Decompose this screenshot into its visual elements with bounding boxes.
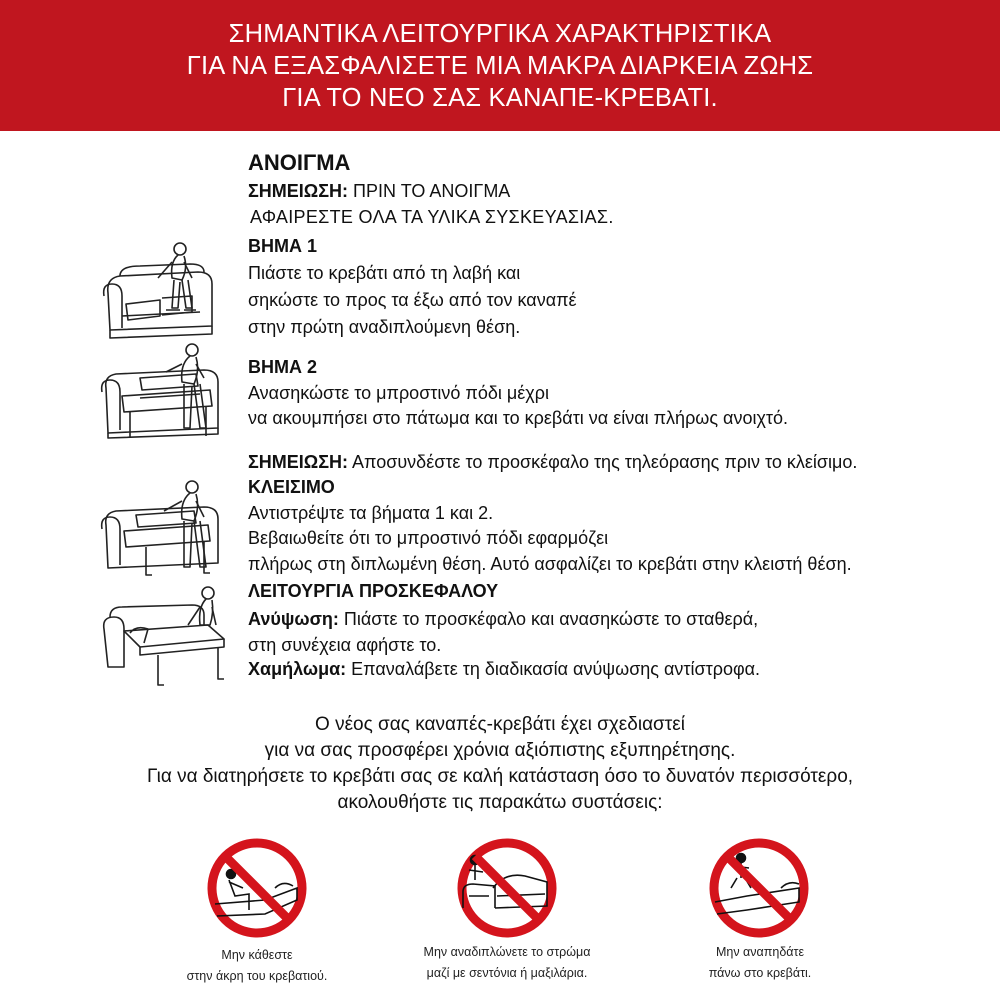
- lower-label: Χαμήλωμα:: [248, 659, 347, 679]
- sofa-closing-illustration: [100, 475, 230, 580]
- warning-caption-folding: [382, 942, 632, 984]
- opening-title: ΑΝΟΙΓΜΑ: [248, 150, 351, 175]
- note-text: ΠΡΙΝ ΤΟ ΑΝΟΙΓΜΑ: [348, 181, 511, 201]
- note-label: ΣΗΜΕΙΩΣΗ:: [248, 452, 349, 472]
- note-label: ΣΗΜΕΙΩΣΗ:: [248, 181, 349, 201]
- caption-line: μαζί με σεντόνια ή μαξιλάρια.: [426, 966, 588, 980]
- banner-line: ΣΗΜΑΝΤΙΚΑ ΛΕΙΤΟΥΡΓΙΚΑ ΧΑΡΑΚΤΗΡΙΣΤΙΚΑ: [228, 20, 772, 48]
- caption-line: στην άκρη του κρεβατιού.: [186, 969, 328, 983]
- step2-title: ΒΗΜΑ 2: [248, 357, 318, 377]
- sofa-step2-illustration: [100, 338, 230, 443]
- caption-line: Μην κάθεστε: [221, 948, 293, 962]
- lower-text: Επαναλάβετε τη διαδικασία ανύψωσης αντίστροφα.: [346, 659, 761, 679]
- opening-note: [248, 181, 510, 202]
- closing-line: Αντιστρέψτε τα βήματα 1 και 2.: [248, 503, 494, 523]
- intro-line: Ο νέος σας καναπές-κρεβάτι έχει σχεδιαστεί: [315, 714, 685, 735]
- closing-note: [248, 452, 857, 473]
- banner-line: ΓΙΑ ΝΑ ΕΞΑΣΦΑΛΙΣΕΤΕ ΜΙΑ ΜΑΚΡΑ ΔΙΑΡΚΕΙΑ ΖΩΗΣ: [186, 52, 814, 80]
- step1-line: στην πρώτη αναδιπλούμενη θέση.: [248, 317, 521, 337]
- headrest-title: ΛΕΙΤΟΥΡΓΙΑ ΠΡΟΣΚΕΦΑΛΟΥ: [248, 581, 499, 601]
- raise-label: Ανύψωση:: [248, 609, 339, 629]
- opening-note-line2: ΑΦΑΙΡΕΣΤΕ ΟΛΑ ΤΑ ΥΛΙΚΑ ΣΥΣΚΕΥΑΣΙΑΣ.: [250, 207, 614, 227]
- banner-line: ΓΙΑ ΤΟ ΝΕΟ ΣΑΣ ΚΑΝΑΠΕ-ΚΡΕΒΑΤΙ.: [282, 84, 718, 112]
- header-banner: [0, 0, 1000, 131]
- closing-title: ΚΛΕΙΣΙΜΟ: [248, 477, 335, 497]
- step1-line: σηκώστε το προς τα έξω από τον καναπέ: [248, 290, 577, 310]
- no-jumping-on-bed-icon: [707, 836, 811, 940]
- recommendations-intro: [0, 712, 1000, 816]
- intro-line: Για να διατηρήσετε το κρεβάτι σας σε καλή κατάσταση όσο το δυνατόν περισσότερο,: [146, 766, 854, 787]
- raise-text: Πιάστε το προσκέφαλο και ανασηκώστε το σταθερά,: [338, 609, 759, 629]
- closing-line: Βεβαιωθείτε ότι το μπροστινό πόδι εφαρμόζει: [248, 528, 609, 548]
- caption-line: Μην αναδιπλώνετε το στρώμα: [423, 945, 591, 959]
- step2-line: να ακουμπήσει στο πάτωμα και το κρεβάτι να είναι πλήρως ανοιχτό.: [248, 408, 789, 428]
- headrest-raise: [248, 609, 758, 630]
- warning-caption-jumping: [680, 942, 840, 984]
- warning-caption-sitting: [170, 945, 344, 987]
- step1-line: Πιάστε το κρεβάτι από τη λαβή και: [248, 263, 521, 283]
- intro-line: για να σας προσφέρει χρόνια αξιόπιστης εξυπηρέτησης.: [264, 740, 736, 761]
- step2-line: Ανασηκώστε το μπροστινό πόδι μέχρι: [248, 383, 549, 403]
- no-folding-with-bedding-icon: [455, 836, 559, 940]
- headrest-raise-line2: στη συνέχεια αφήστε το.: [248, 635, 442, 655]
- caption-line: Μην αναπηδάτε: [715, 945, 805, 959]
- note-text: Αποσυνδέστε το προσκέφαλο της τηλεόρασης πριν το κλείσιμο.: [348, 452, 858, 472]
- intro-line: ακολουθήστε τις παρακάτω συστάσεις:: [337, 792, 663, 813]
- no-sitting-on-edge-icon: [205, 836, 309, 940]
- step1-title: ΒΗΜΑ 1: [248, 236, 318, 256]
- caption-line: πάνω στο κρεβάτι.: [708, 966, 812, 980]
- headrest-illustration: [100, 585, 232, 690]
- sofa-step1-illustration: [100, 238, 225, 343]
- closing-line: πλήρως στη διπλωμένη θέση. Αυτό ασφαλίζει το κρεβάτι στην κλειστή θέση.: [248, 554, 852, 574]
- headrest-lower: [248, 659, 760, 680]
